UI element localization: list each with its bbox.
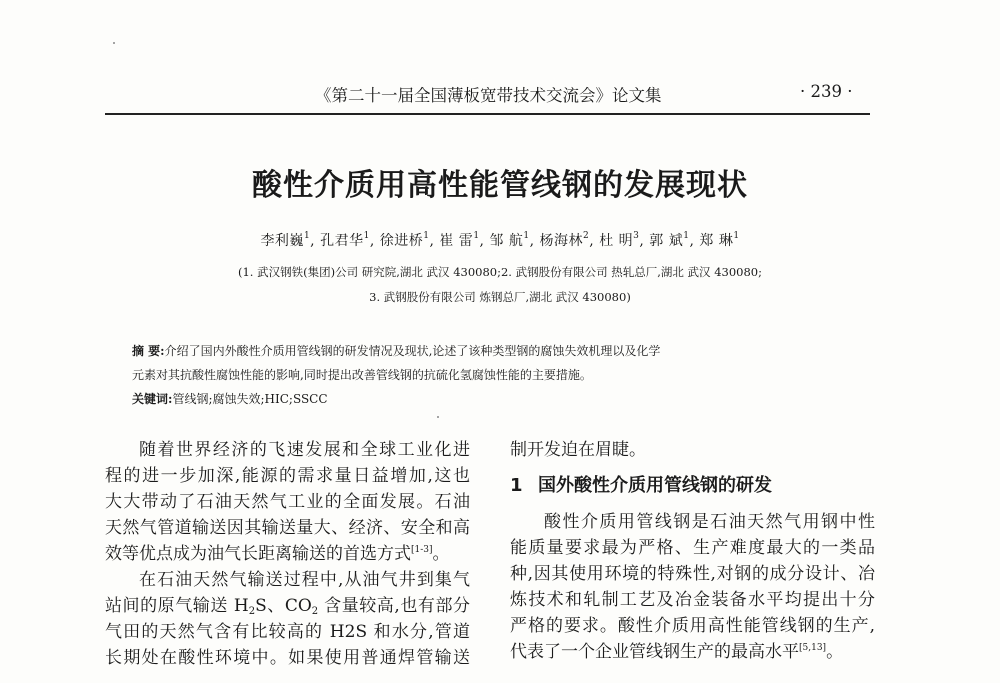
keywords: 管线钢;腐蚀失效;HIC;SSCC [172, 392, 328, 406]
body-line: 代表了一个企业管线钢生产的最高水平[5,13]。 [510, 642, 844, 662]
author: 徐进桥 [379, 233, 424, 249]
body-line: 随着世界经济的飞速发展和全球工业化进 [139, 440, 470, 460]
body-line: 制开发迫在眉睫。 [510, 440, 646, 460]
author-list: 李利巍$^1$, 孔君华$^1$, 徐进桥$^1$, 崔 雷$^1$, 邹 航$^1$, 杨海林$^2$, 杜 明$^3$, 郭 斌$^1$, 郑 琳$^1$ [260, 231, 740, 249]
section-heading [510, 473, 875, 499]
citation: [5,13] [799, 643, 827, 653]
body-line: 严格的要求。酸性介质用高性能管线钢的生产, [510, 616, 875, 636]
body-line: 天然气管道输送因其输送量大、经济、安全和高 [105, 518, 470, 538]
author: 孔君华 [320, 233, 364, 249]
body-line: 种,因其使用环境的特殊性,对钢的成分设计、冶 [510, 564, 875, 584]
author: 杜 明 [599, 233, 634, 249]
body-line: 酸性介质用管线钢是石油天然气用钢中性 [544, 512, 875, 532]
section-title: 国外酸性介质用管线钢的研发 [538, 475, 772, 496]
body-line: 效等优点成为油气长距离输送的首选方式[1-3]。 [105, 544, 450, 564]
body-line: 炼技术和轧制工艺及冶金装备水平均提出十分 [510, 590, 875, 610]
header-rule [105, 113, 870, 115]
affiliation-line-1: (1. 武汉钢铁(集团)公司 研究院,湖北 武汉 430080;2. 武钢股份有限公司 热轧总厂,湖北 武汉 430080; [237, 265, 762, 279]
body-line: 能质量要求最为严格、生产难度最大的一类品 [510, 538, 875, 558]
author: 邹 航 [489, 233, 524, 249]
body-line: 程的进一步加深,能源的需求量日益增加,这也 [105, 466, 470, 486]
body-line: 站间的原气输送 $H_2S$、$CO_2$ 含量较高,也有部分 [105, 596, 470, 617]
body-column-right [510, 437, 875, 665]
abstract-line-1: 摘 要:介绍了国内外酸性介质用管线钢的研发情况及现状,论述了该种类型钢的腐蚀失效机理以及化学 [132, 344, 661, 358]
author: 李利巍 [260, 233, 304, 249]
section-number: 1 [510, 475, 523, 496]
author: 郑 琳 [699, 233, 734, 249]
body-column-left [105, 437, 470, 671]
keywords-line [132, 390, 328, 407]
body-line: 长期处在酸性环境中。如果使用普通焊管输送 [105, 648, 470, 668]
paper-title: 酸性介质用高性能管线钢的发展现状 [252, 168, 748, 203]
running-header-title: 《第二十一届全国薄板宽带技术交流会》论文集 [315, 86, 662, 105]
author: 郭 斌 [649, 233, 684, 249]
author: 崔 雷 [439, 233, 474, 249]
keywords-label: 关键词: [132, 392, 173, 406]
abstract-line-2: 元素对其抗酸性腐蚀性能的影响,同时提出改善管线钢的抗硫化氢腐蚀性能的主要措施。 [132, 368, 592, 382]
affiliation-line-2: 3. 武钢股份有限公司 炼钢总厂,湖北 武汉 430080) [369, 290, 631, 304]
author: 杨海林 [539, 233, 584, 249]
body-line: 气田的天然气含有比较高的 H2S 和水分,管道 [105, 622, 470, 642]
body-line: 在石油天然气输送过程中,从油气井到集气 [139, 570, 470, 590]
speck-dot [437, 416, 439, 418]
page-number: · 239 · [800, 82, 853, 101]
citation: [1-3] [411, 545, 433, 555]
speck-dot [113, 42, 115, 44]
abstract-label: 摘 要: [132, 344, 165, 358]
body-line: 大大带动了石油天然气工业的全面发展。石油 [105, 492, 470, 512]
